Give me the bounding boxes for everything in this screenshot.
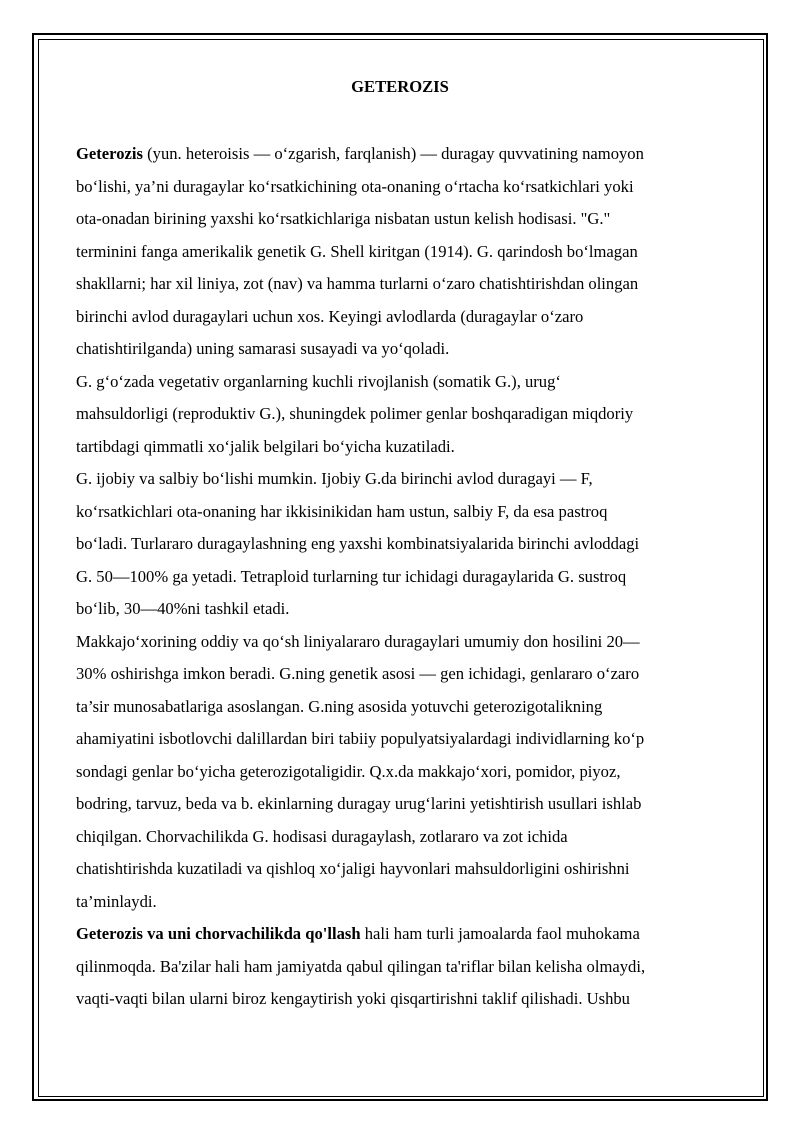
line-text: birinchi avlod duragaylari uchun xos. Keyingi avlodlarda (duragaylar o‘zaro xyxy=(76,306,584,326)
bold-term: Geterozis va uni chorvachilikda qo'llash xyxy=(76,924,361,943)
line-text: bo‘ladi. Turlararo duragaylashning eng yaxshi kombinatsiyalarida birinchi avloddagi xyxy=(76,534,640,553)
text-line xyxy=(76,563,728,596)
text-line xyxy=(76,400,728,433)
text-line xyxy=(76,238,728,271)
line-text: terminini fanga amerikalik genetik G. Shell kiritgan (1914). G. qarindosh bo‘lmagan xyxy=(76,241,638,261)
line-text: bo‘lib, 30—40%ni tashkil etadi. xyxy=(76,599,290,618)
bold-term: Geterozis xyxy=(76,144,143,163)
line-text: Makkajo‘xorining oddiy va qo‘sh liniyalararo duragaylari umumiy don hosilini 20— xyxy=(76,631,640,651)
text-line xyxy=(76,920,728,953)
document-title: GETEROZIS xyxy=(351,77,449,96)
text-line xyxy=(76,433,728,466)
text-line xyxy=(76,465,728,498)
text-line xyxy=(76,140,728,173)
text-line xyxy=(76,953,728,986)
line-text: chiqilgan. Chorvachilikda G. hodisasi duragaylash, zotlararo va zot ichida xyxy=(76,826,568,846)
line-text: ta’minlaydi. xyxy=(76,891,157,911)
line-text: hali ham turli jamoalarda faol muhokama xyxy=(360,924,640,943)
text-line xyxy=(76,530,728,563)
text-line xyxy=(76,758,728,791)
line-text: bo‘lishi, ya’ni duragaylar ko‘rsatkichining ota-onaning o‘rtacha ko‘rsatkichlari yoki xyxy=(76,176,634,196)
line-text: ahamiyatini isbotlovchi dalillardan biri tabiiy populyatsiyalardagi individlarning ko‘p xyxy=(76,729,645,748)
text-line xyxy=(76,985,728,1018)
line-text: mahsuldorligi (reproduktiv G.), shuningdek polimer genlar boshqaradigan miqdoriy xyxy=(76,404,634,423)
line-text: ota-onadan birining yaxshi ko‘rsatkichlariga nisbatan ustun kelish hodisasi. "G." xyxy=(76,209,611,228)
text-line xyxy=(76,660,728,693)
line-text: sondagi genlar bo‘yicha geterozigotaligidir. Q.x.da makkajo‘xori, pomidor, piyoz, xyxy=(76,761,621,781)
line-text: ko‘rsatkichlari ota-onaning har ikkisinikidan ham ustun, salbiy F, da esa pastroq xyxy=(76,501,608,521)
line-text: G. g‘o‘zada vegetativ organlarning kuchli rivojlanish (somatik G.), urug‘ xyxy=(76,371,561,391)
line-text: G. 50—100% ga yetadi. Tetraploid turlarning tur ichidagi duragaylarida G. sustroq xyxy=(76,566,627,586)
line-text: 30% oshirishga imkon beradi. G.ning genetik asosi — gen ichidagi, genlararo o‘zaro xyxy=(76,664,640,683)
text-line xyxy=(76,270,728,303)
line-text: shakllarni; har xil liniya, zot (nav) va hamma turlarni o‘zaro chatishtirishdan olingan xyxy=(76,274,639,293)
text-line xyxy=(76,595,728,628)
line-text: G. ijobiy va salbiy bo‘lishi mumkin. Ijobiy G.da birinchi avlod duragayi — F, xyxy=(76,469,593,488)
text-line xyxy=(76,823,728,856)
text-line xyxy=(76,498,728,531)
line-text: ta’sir munosabatlariga asoslangan. G.ning asosida yotuvchi geterozigotalikning xyxy=(76,696,603,716)
text-line xyxy=(76,725,728,758)
line-text: (yun. heteroisis — o‘zgarish, farqlanish) — duragay quvvatining namoyon xyxy=(142,144,644,163)
text-line xyxy=(76,335,728,368)
text-line xyxy=(76,790,728,823)
line-text: vaqti-vaqti bilan ularni biroz kengaytirish yoki qisqartirishni taklif qilishadi. Ushbu xyxy=(76,989,630,1008)
line-text: chatishtirilganda) uning samarasi susayadi va yo‘qoladi. xyxy=(76,339,450,358)
text-line xyxy=(76,888,728,921)
text-line xyxy=(76,205,728,238)
text-line xyxy=(76,628,728,661)
text-line xyxy=(76,173,728,206)
line-text: bodring, tarvuz, beda va b. ekinlarning duragay urug‘larini yetishtirish usullari ishlab xyxy=(76,794,642,813)
text-line xyxy=(76,693,728,726)
line-text: tartibdagi qimmatli xo‘jalik belgilari bo‘yicha kuzatiladi. xyxy=(76,436,455,456)
line-text: chatishtirishda kuzatiladi va qishloq xo‘jaligi hayvonlari mahsuldorligini oshirishni xyxy=(76,859,630,878)
text-line xyxy=(76,303,728,336)
text-line xyxy=(76,368,728,401)
document-body xyxy=(76,140,728,1018)
text-line xyxy=(76,855,728,888)
line-text: qilinmoqda. Ba'zilar hali ham jamiyatda qabul qilingan ta'riflar bilan kelisha olmaydi, xyxy=(76,956,646,976)
